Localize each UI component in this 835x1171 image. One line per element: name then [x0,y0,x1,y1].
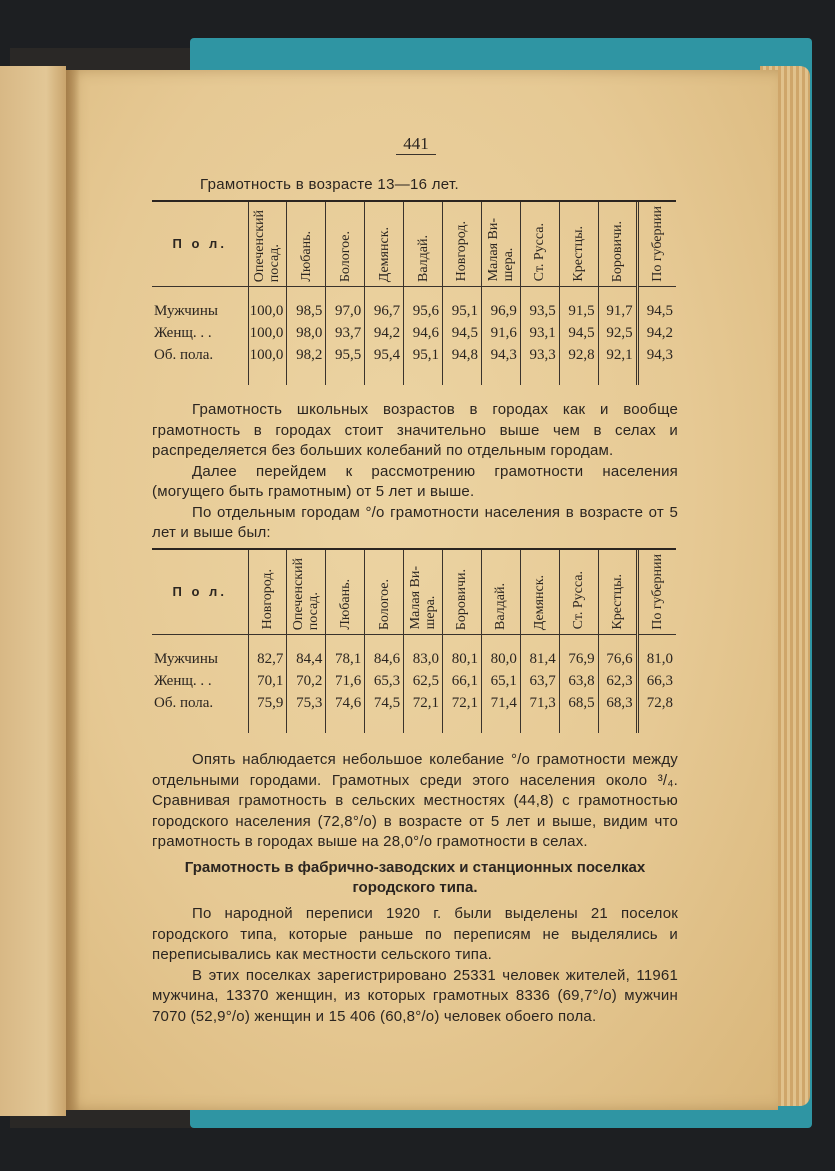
table-cell: 71,4 [481,693,520,733]
paragraph-block-1 [152,400,678,544]
row-label: Об. пола. [154,347,214,364]
table-cell: 93,3 [520,345,559,385]
column-header [559,550,598,634]
column-header-label: Демянск. [532,574,548,630]
column-header-label: Валдай. [415,234,431,282]
column-header [443,550,482,634]
column-header [637,550,676,634]
column-header-label: Валдай. [493,582,509,630]
table-cell: 94,3 [481,345,520,385]
table-cell: 83,0 [404,634,443,671]
table-cell: 63,8 [559,671,598,693]
table-cell: 94,2 [365,323,404,345]
table2-body [152,634,676,733]
table-cell: 92,8 [559,345,598,385]
table-cell: 100,0 [248,345,287,385]
table-cell: 95,1 [443,286,482,323]
table-cell: 96,7 [365,286,404,323]
table-cell: 82,7 [248,634,287,671]
table-cell: 98,2 [287,345,326,385]
table-cell: 70,2 [287,671,326,693]
table-cell: 74,5 [365,693,404,733]
table-cell: 72,8 [637,693,676,733]
table1-body [152,286,676,385]
table-cell: 76,6 [598,634,637,671]
column-header-label: Новгород. [454,221,470,282]
table-cell: 95,1 [404,345,443,385]
column-header [326,202,365,286]
column-header [520,550,559,634]
column-header-label: По губернии [649,554,665,630]
paragraph: В этих поселках зарегистрировано 25331 человек жителей, 11961 мужчина, 13370 женщин, из которых грамотных 8336 (69,7°/о) мужчин 7070 (52,9°/о) женщин и 15 406 (60,8°/о) человек обоего пола. [152,966,678,1025]
column-header [365,550,404,634]
table-cell: 98,0 [287,323,326,345]
column-header-label: Крестцы. [609,574,625,630]
column-header [598,202,637,286]
row-label: Мужчины [154,303,218,320]
table-cell: 92,5 [598,323,637,345]
column-header [443,202,482,286]
column-header [287,550,326,634]
table-row [152,345,676,385]
table-cell: 70,1 [248,671,287,693]
column-header-label: Любань. [337,579,353,630]
table-cell: 74,6 [326,693,365,733]
row-label: Женщ. . . [154,325,212,342]
table-cell: 65,1 [481,671,520,693]
table-row [152,693,676,733]
paragraph: Грамотность школьных возрастов в городах как и вообще грамотность в городах стоит значительно выше чем в селах и распределяется без больших колебаний по отдельным городам. [152,401,678,459]
table-cell: 78,1 [326,634,365,671]
table-cell: 98,5 [287,286,326,323]
table-cell: 96,9 [481,286,520,323]
table2-header-row [152,550,676,634]
column-header [326,550,365,634]
paragraph-block-3 [152,904,678,1027]
page-number: 441 [396,134,436,155]
table-cell: 80,0 [481,634,520,671]
table-cell: 63,7 [520,671,559,693]
pol-column-header: П о л. [152,550,248,634]
table-cell: 95,4 [365,345,404,385]
column-header [365,202,404,286]
table-cell: 75,9 [248,693,287,733]
table-cell: 68,3 [598,693,637,733]
column-header [598,550,637,634]
section-title: Грамотность в фабрично-заводских и станционных поселках городского типа. [184,859,646,896]
paragraph: По отдельным городам °/о грамотности населения в возрасте от 5 лет и выше был: [152,503,678,541]
table-cell: 71,3 [520,693,559,733]
column-header-label: Ст. Русса. [571,571,587,630]
column-header-label: Крестцы. [571,226,587,282]
paragraph: Далее перейдем к рассмотрению грамотности населения (могущего быть грамотным) от 5 лет и выше. [152,462,678,500]
table-cell: 97,0 [326,286,365,323]
column-header-label: Бологое. [376,578,392,630]
book-page [66,70,778,1110]
table-cell: 92,1 [598,345,637,385]
table-cell: 94,3 [637,345,676,385]
column-header-label: Новгород. [259,569,275,630]
column-header [520,202,559,286]
table-row [152,323,676,345]
table1-caption: Грамотность в возрасте 13—16 лет. [200,176,459,193]
table-cell: 94,5 [443,323,482,345]
pol-column-header: П о л. [152,202,248,286]
column-header [559,202,598,286]
table-literacy-13-16 [152,200,676,385]
table-row [152,286,676,323]
column-header-label: Опеченский посад. [291,557,322,630]
table-cell: 80,1 [443,634,482,671]
table-cell: 91,6 [481,323,520,345]
table-cell: 71,6 [326,671,365,693]
column-header [404,202,443,286]
table-cell: 84,6 [365,634,404,671]
table-cell: 62,3 [598,671,637,693]
column-header-label: Демянск. [376,226,392,282]
column-header-label: По губернии [649,206,665,282]
table-cell: 84,4 [287,634,326,671]
column-header [637,202,676,286]
table-cell: 91,5 [559,286,598,323]
table-cell: 95,5 [326,345,365,385]
table-cell: 66,1 [443,671,482,693]
column-header-label: Бологое. [337,230,353,282]
table-cell: 81,0 [637,634,676,671]
table-cell: 100,0 [248,323,287,345]
table-cell: 65,3 [365,671,404,693]
table-cell: 62,5 [404,671,443,693]
column-header-label: Малая Ви- шера. [408,566,439,630]
table-cell: 91,7 [598,286,637,323]
row-label: Об. пола. [154,695,214,712]
table-cell: 93,7 [326,323,365,345]
table-cell: 75,3 [287,693,326,733]
column-header-label: Малая Ви- шера. [485,218,516,282]
column-header [287,202,326,286]
table-literacy-5-plus [152,548,676,733]
table-cell: 94,5 [559,323,598,345]
table-cell: 94,5 [637,286,676,323]
column-header-label: Ст. Русса. [532,223,548,282]
paragraph-block-2 [152,750,678,853]
table-row [152,671,676,693]
table-cell: 94,8 [443,345,482,385]
column-header [248,550,287,634]
left-page-edge [0,66,66,1116]
table-row [152,634,676,671]
table-cell: 72,1 [443,693,482,733]
page-gutter-shadow [66,70,80,1110]
column-header [481,202,520,286]
column-header-label: Боровичи. [609,220,625,282]
row-label: Мужчины [154,651,218,668]
column-header-label: Опеченский посад. [252,209,283,282]
column-header [481,550,520,634]
table-cell: 66,3 [637,671,676,693]
column-header [404,550,443,634]
table-cell: 94,6 [404,323,443,345]
table-cell: 95,6 [404,286,443,323]
table-cell: 100,0 [248,286,287,323]
paragraph: По народной переписи 1920 г. были выделены 21 поселок городского типа, которые раньше по переписям не выделялись и переписывались как местности сельского типа. [152,905,678,963]
table-cell: 72,1 [404,693,443,733]
column-header [248,202,287,286]
table-cell: 93,1 [520,323,559,345]
table1-header-row [152,202,676,286]
column-header-label: Боровичи. [454,568,470,630]
row-label: Женщ. . . [154,673,212,690]
table-cell: 94,2 [637,323,676,345]
paragraph: Опять наблюдается небольшое колебание °/о грамотности между отдельными городами. Грамотных среди этого населения около ³/₄. Сравнивая грамотность в сельских местностях (44,8) с грамотностью городского населения (72,8°/о) в возрасте от 5 лет и выше, видим что грамотность в городах выше на 28,0°/о грамотности в селах. [152,751,678,850]
table-cell: 93,5 [520,286,559,323]
table-cell: 81,4 [520,634,559,671]
column-header-label: Любань. [298,231,314,282]
table-cell: 68,5 [559,693,598,733]
table-cell: 76,9 [559,634,598,671]
